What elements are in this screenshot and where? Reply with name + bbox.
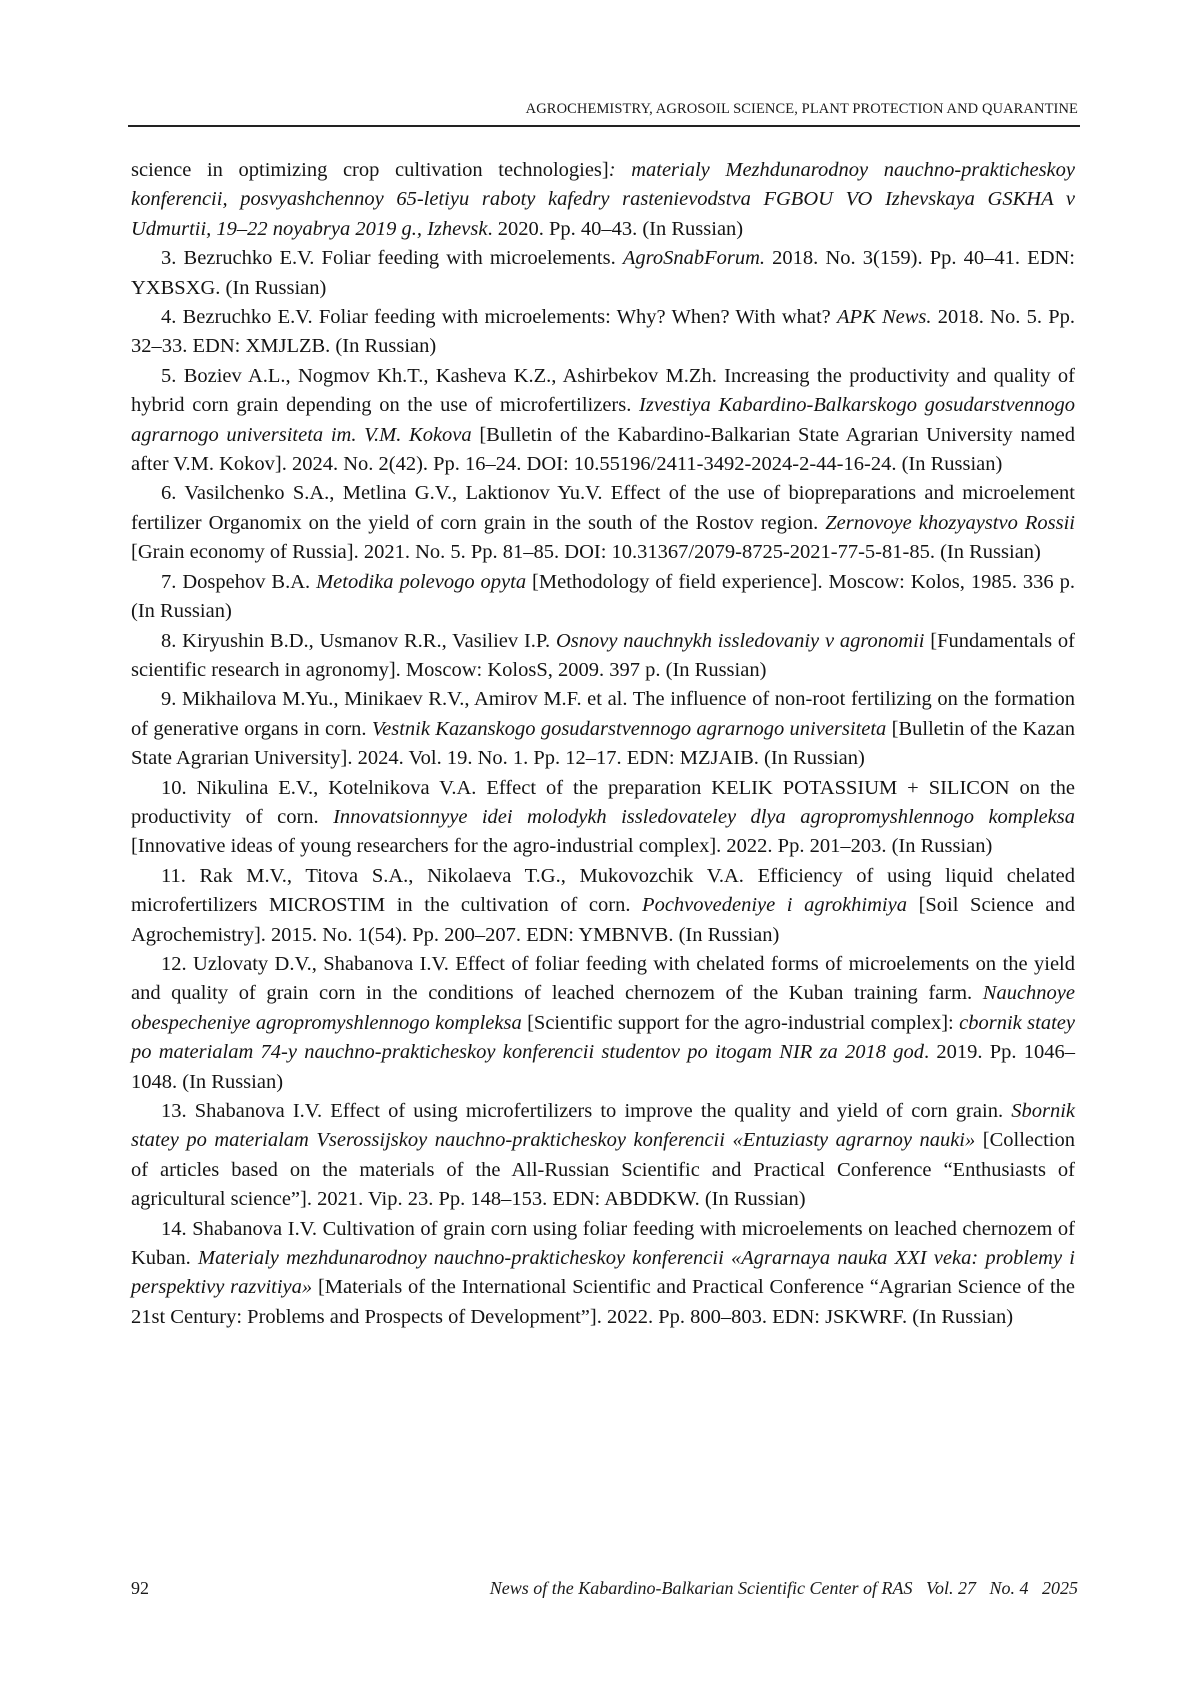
reference-item xyxy=(131,1097,1075,1215)
reference-item xyxy=(131,303,1075,362)
reference-text: [Methodology of field experience]. Moscow: Kolos, 1985. 336 p. (In Russian) xyxy=(131,570,1075,623)
reference-text: [Bulletin of the Kazan State Agrarian University]. 2024. Vol. 19. No. 1. Pp. 12–17. EDN: MZJAIB. (In Russian) xyxy=(131,717,1075,770)
reference-source-title: APK News. xyxy=(837,306,932,329)
reference-source-title: Izvestiya Kabardino-Balkarskogo gosudarstvennogo agrarnogo universiteta im. V.M. Kokova xyxy=(131,394,1075,446)
reference-text: [Grain economy of Russia]. 2021. No. 5. Pp. 81–85. DOI: 10.31367/2079-8725-2021-77-5-81-85. (In Russian) xyxy=(131,541,1041,564)
reference-item xyxy=(131,244,1075,303)
reference-text: [Innovative ideas of young researchers for the agro-industrial complex]. 2022. Pp. 201–203. (In Russian) xyxy=(131,835,993,858)
reference-source-title: cbornik statey po materialam 74-y nauchno-prakticheskoy konferencii studentov po itogam NIR za 2018 god xyxy=(131,1011,1075,1064)
reference-source-title: Zernovoye khozyaystvo Rossii xyxy=(825,511,1075,534)
reference-text: 2018. No. 3(159). Pp. 40–41. EDN: YXBSXG. (In Russian) xyxy=(131,247,1076,299)
reference-source-title: Sbornik statey po materialam Vserossijskoy nauchno-prakticheskoy konferencii «Entuziasty agrarnoy nauki» xyxy=(131,1100,1075,1152)
reference-text: 13. Shabanova I.V. Effect of using microfertilizers to improve the quality and yield of corn grain. xyxy=(161,1100,1012,1122)
reference-item xyxy=(131,479,1075,567)
reference-text: science in optimizing crop cultivation technologies] xyxy=(131,159,609,181)
reference-item xyxy=(131,1215,1075,1333)
reference-list xyxy=(131,156,1075,1332)
reference-item xyxy=(131,156,1075,244)
reference-source-title: Metodika polevogo opyta xyxy=(316,570,527,593)
reference-text: [Soil Science and Agrochemistry]. 2015. No. 1(54). Pp. 200–207. EDN: YMBNVB. (In Russian) xyxy=(131,894,1075,946)
reference-text: 11. Rak M.V., Titova S.A., Nikolaeva T.G., Mukovozchik V.A. Efficiency of using liquid chelated microfertilizers MICROSTIM in the cultivation of corn. xyxy=(131,864,1075,917)
reference-source-title: Osnovy nauchnykh issledovaniy v agronomii xyxy=(555,629,925,652)
reference-text: 14. Shabanova I.V. Cultivation of grain corn using foliar feeding with microelements on leached chernozem of Kuban. xyxy=(131,1217,1075,1270)
reference-text: 9. Mikhailova M.Yu., Minikaev R.V., Amirov M.F. et al. The influence of non-root fertilizing on the formation of generative organs in corn. xyxy=(131,688,1075,740)
reference-text: 6. Vasilchenko S.A., Metlina G.V., Laktionov Yu.V. Effect of the use of biopreparations and microelement fertilizer Organomix on the yield of corn grain in the south of the Rostov region. xyxy=(131,482,1075,534)
reference-text: 2018. No. 5. Pp. 32–33. EDN: XMJLZB. (In Russian) xyxy=(131,306,1075,358)
reference-text: . 2019. Pp. 1046–1048. (In Russian) xyxy=(131,1041,1075,1093)
reference-source-title: Materialy mezhdunarodnoy nauchno-prakticheskoy konferencii «Agrarnaya nauka XXI veka: problemy i perspektivy razvitiya» xyxy=(131,1247,1075,1299)
reference-text: [Bulletin of the Kabardino-Balkarian State Agrarian University named after V.M. Kokov]. 2024. No. 2(42). Pp. 16–24. DOI: 10.55196/2411-3492-2024-2-44-16-24. (In Russian) xyxy=(131,423,1075,476)
reference-source-title: : materialy Mezhdunarodnoy nauchno-prakticheskoy konferencii, posvyashchennoy 65-letiyu raboty kafedry rastenievodstva FGBOU VO Izhevskaya GSKHA v Udmurtii, 19–22 noyabrya 2019 g., Izhevsk xyxy=(131,159,1075,240)
journal-footer: News of the Kabardino-Balkarian Scientific Center of RAS Vol. 27 No. 4 2025 xyxy=(489,1578,1078,1598)
reference-item xyxy=(131,862,1075,950)
reference-source-title: Nauchnoye obespecheniye agropromyshlennogo kompleksa xyxy=(131,982,1075,1034)
reference-text: [Materials of the International Scientific and Practical Conference “Agrarian Science of the 21st Century: Problems and Prospects of Development”]. 2022. Pp. 800–803. EDN: JSKWRF. (In Russian) xyxy=(131,1276,1075,1328)
reference-item xyxy=(131,685,1075,773)
header-rule xyxy=(128,125,1080,127)
reference-text: 7. Dospehov B.A. xyxy=(161,570,317,593)
reference-item xyxy=(131,774,1075,862)
reference-text: 12. Uzlovaty D.V., Shabanova I.V. Effect of foliar feeding with chelated forms of microelements on the yield and quality of grain corn in the conditions of leached chernozem of the Kuban training farm. xyxy=(131,952,1075,1005)
reference-text: [Scientific support for the agro-industrial complex]: xyxy=(521,1011,960,1034)
reference-text: [Fundamentals of scientific research in agronomy]. Moscow: KolosS, 2009. 397 p. (In Russian) xyxy=(131,629,1075,681)
reference-text: 10. Nikulina E.V., Kotelnikova V.A. Effect of the preparation KELIK POTASSIUM + SILICON on the productivity of corn. xyxy=(131,776,1075,828)
running-head: AGROCHEMISTRY, AGROSOIL SCIENCE, PLANT PROTECTION AND QUARANTINE xyxy=(525,101,1078,117)
reference-source-title: Pochvovedeniye i agrokhimiya xyxy=(642,894,907,917)
reference-source-title: Vestnik Kazanskogo gosudarstvennogo agrarnogo universiteta xyxy=(371,717,887,740)
reference-item xyxy=(131,627,1075,686)
reference-source-title: Innovatsionnyye idei molodykh issledovateley dlya agropromyshlennogo kompleksa xyxy=(333,805,1075,828)
reference-text: 8. Kiryushin B.D., Usmanov R.R., Vasiliev I.P. xyxy=(161,629,556,652)
reference-item xyxy=(131,950,1075,1097)
reference-text: 3. Bezruchko E.V. Foliar feeding with microelements. xyxy=(161,247,623,270)
reference-text: . 2020. Pp. 40–43. (In Russian) xyxy=(487,217,744,240)
reference-item xyxy=(131,568,1075,627)
reference-item xyxy=(131,362,1075,480)
reference-source-title: AgroSnabForum. xyxy=(622,247,766,270)
reference-text: [Collection of articles based on the materials of the All-Russian Scientific and Practical Conference “Enthusiasts of agricultural science”]. 2021. Vip. 23. Pp. 148–153. EDN: ABDDKW. (In Russian) xyxy=(131,1129,1076,1211)
reference-text: 4. Bezruchko E.V. Foliar feeding with microelements: Why? When? With what? xyxy=(161,306,838,329)
page-number: 92 xyxy=(131,1578,149,1598)
reference-text: 5. Boziev A.L., Nogmov Kh.T., Kasheva K.Z., Ashirbekov M.Zh. Increasing the productivity and quality of hybrid corn grain depending on the use of microfertilizers. xyxy=(131,364,1075,417)
